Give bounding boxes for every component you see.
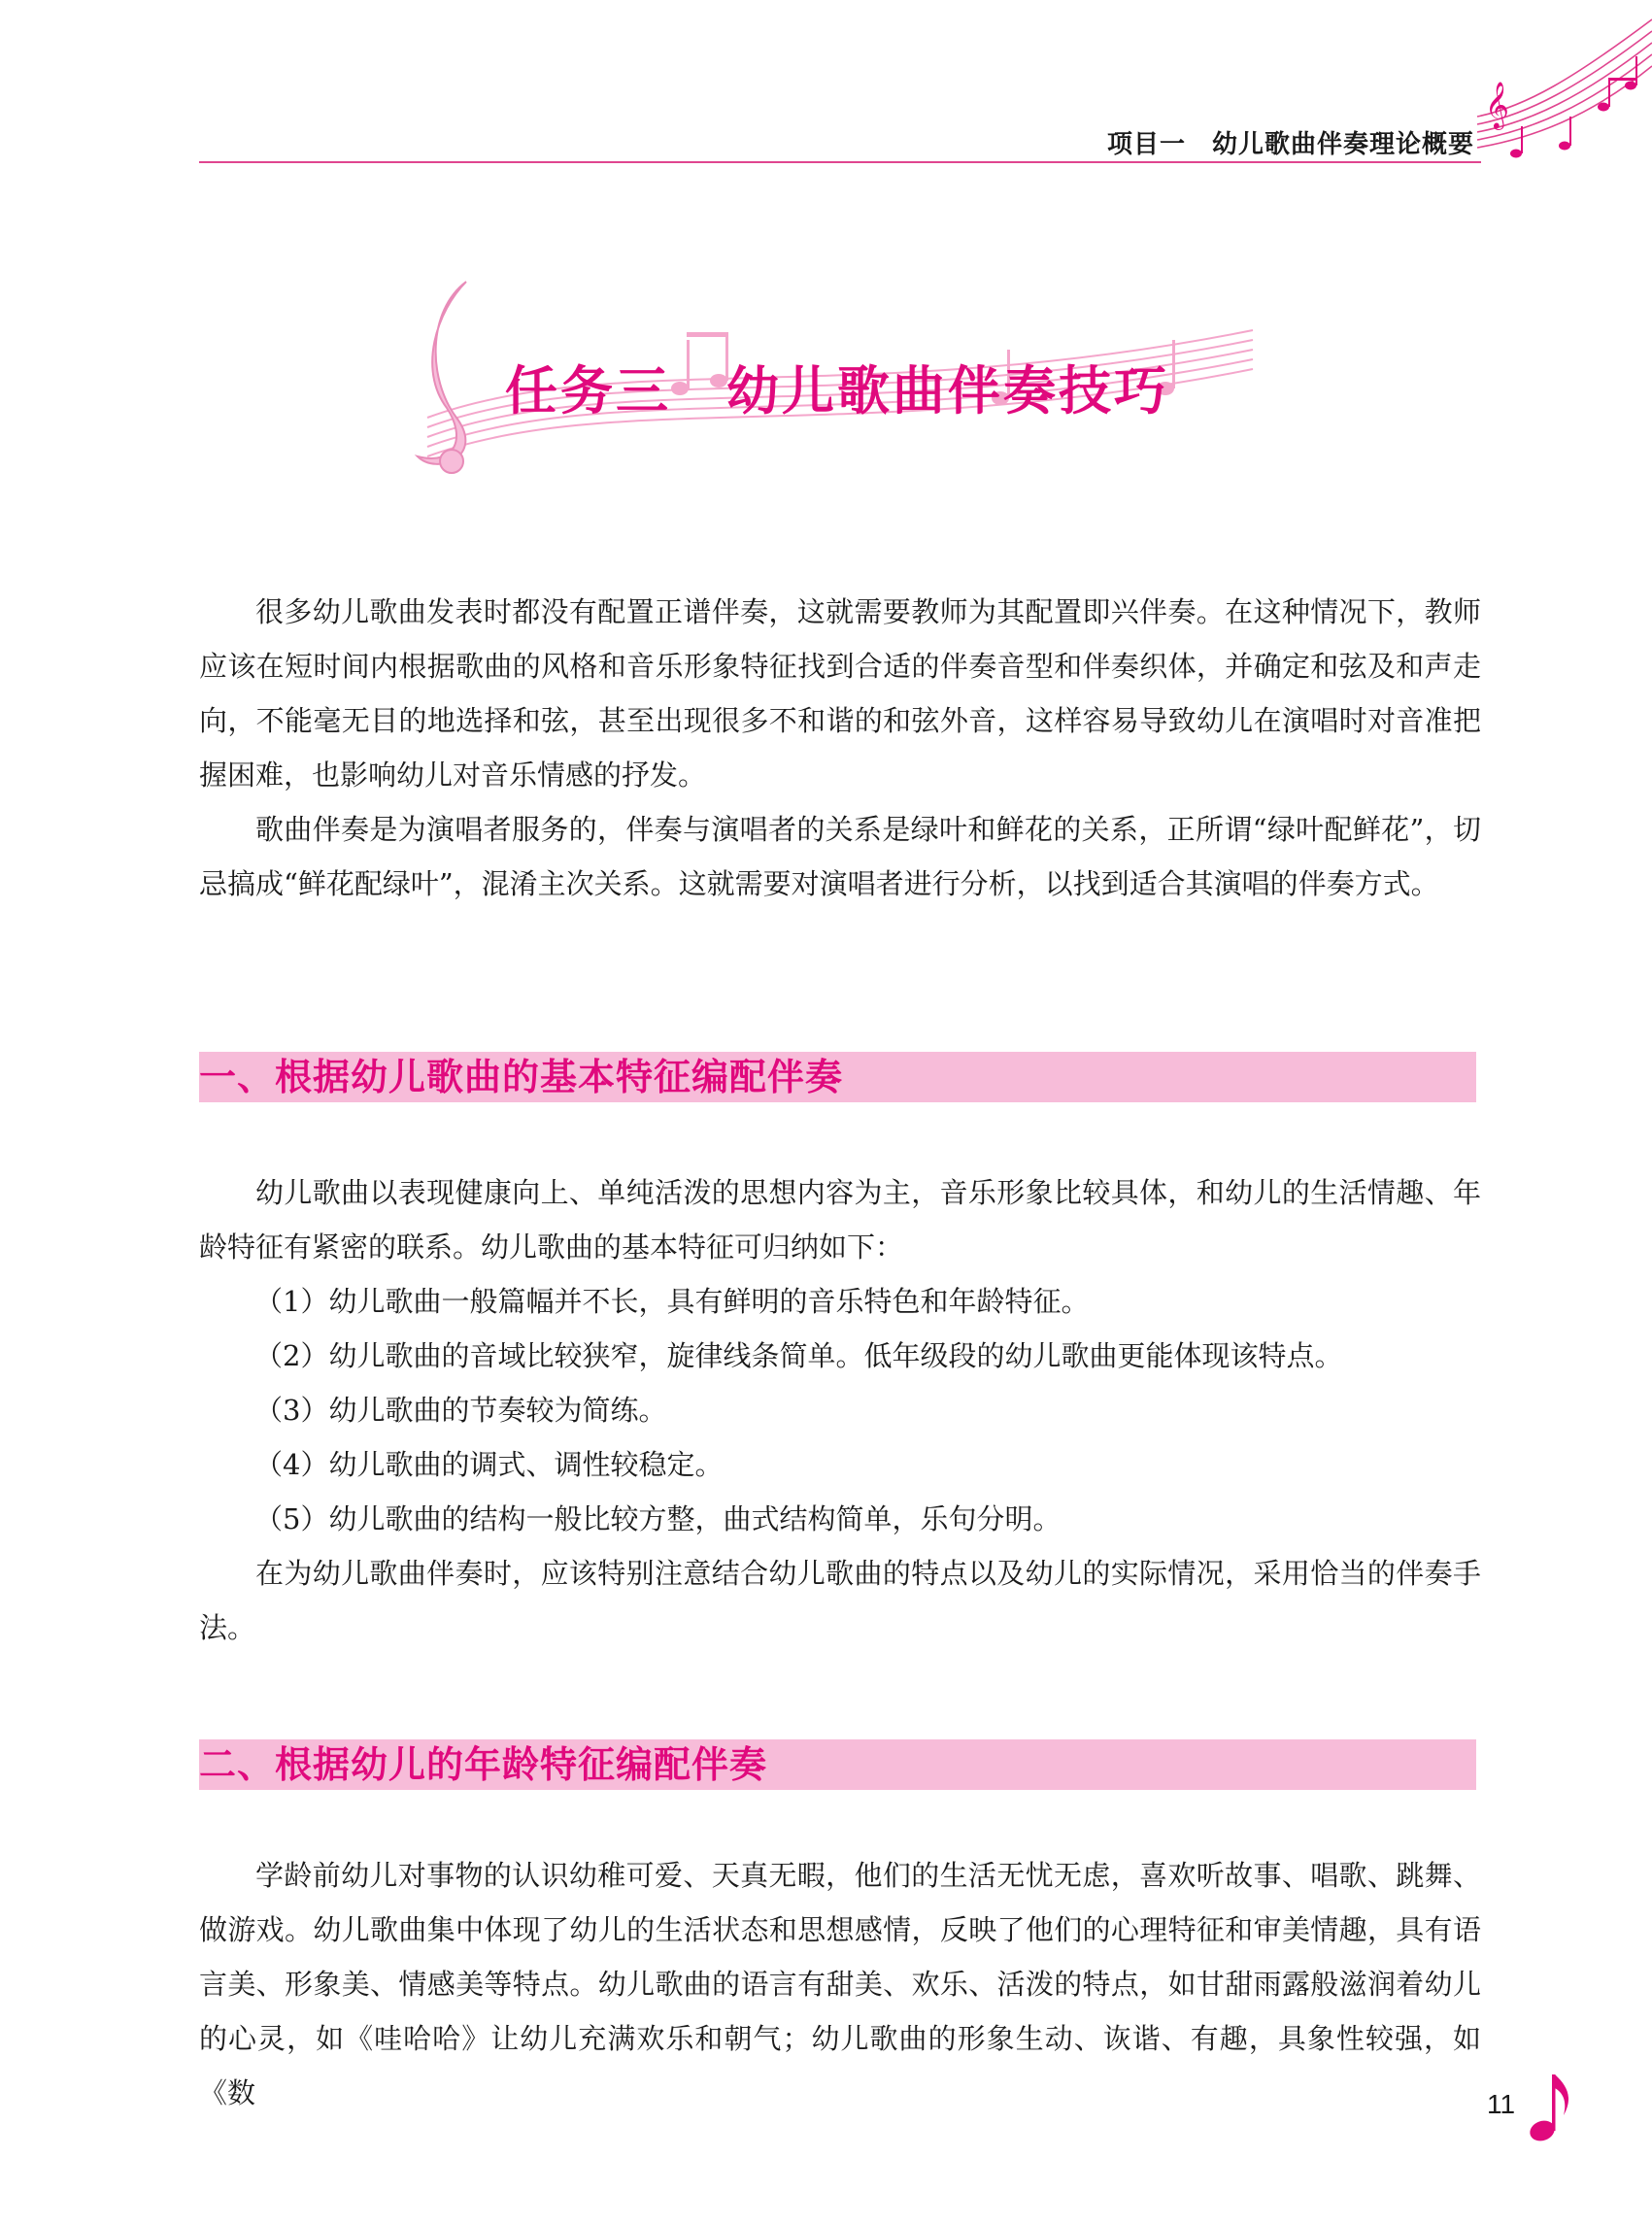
section-1-title: 一、根据幼儿歌曲的基本特征编配伴奏 [199, 1056, 844, 1098]
list-item: （5）幼儿歌曲的结构一般比较方整，曲式结构简单，乐句分明。 [254, 1502, 1062, 1535]
music-staff-swirl-icon [1458, 0, 1652, 175]
section-1-paragraph-2: 在为幼儿歌曲伴奏时，应该特别注意结合幼儿歌曲的特点以及幼儿的实际情况，采用恰当的伴奏手法。 [199, 1557, 1481, 1644]
running-header: 项目一 幼儿歌曲伴奏理论概要 [1106, 130, 1474, 159]
list-item: （1）幼儿歌曲一般篇幅并不长，具有鲜明的音乐特色和年龄特征。 [254, 1285, 1090, 1318]
page-number: 11 [1487, 2089, 1516, 2119]
intro-paragraph-1: 很多幼儿歌曲发表时都没有配置正谱伴奏，这就需要教师为其配置即兴伴奏。在这种情况下，教师应该在短时间内根据歌曲的风格和音乐形象特征找到合适的伴奏音型和伴奏织体，并确定和弦及和声走向，不能毫无目的地选择和弦，甚至出现很多不和谐的和弦外音，这样容易导致幼儿在演唱时对音准把握困难，也影响幼儿对音乐情感的抒发。 [199, 595, 1481, 792]
list-item: （2）幼儿歌曲的音域比较狭窄，旋律线条简单。低年级段的幼儿歌曲更能体现该特点。 [254, 1339, 1343, 1372]
list-item: （3）幼儿歌曲的节奏较为简练。 [254, 1394, 667, 1427]
svg-text:𝄞: 𝄞 [1485, 81, 1509, 128]
header-rule [199, 161, 1481, 163]
eighth-note-icon [1527, 2069, 1575, 2146]
section-1-paragraph-1: 幼儿歌曲以表现健康向上、单纯活泼的思想内容为主，音乐形象比较具体，和幼儿的生活情趣、年龄特征有紧密的联系。幼儿歌曲的基本特征可归纳如下： [199, 1176, 1481, 1264]
intro-paragraph-2: 歌曲伴奏是为演唱者服务的，伴奏与演唱者的关系是绿叶和鲜花的关系，正所谓“绿叶配鲜花”，切忌搞成“鲜花配绿叶”，混淆主次关系。这就需要对演唱者进行分析，以找到适合其演唱的伴奏方式。 [199, 813, 1481, 900]
section-2-paragraph-1: 学龄前幼儿对事物的认识幼稚可爱、天真无暇，他们的生活无忧无虑，喜欢听故事、唱歌、跳舞、做游戏。幼儿歌曲集中体现了幼儿的生活状态和思想感情，反映了他们的心理特征和审美情趣，具有语言美、形象美、情感美等特点。幼儿歌曲的语言有甜美、欢乐、活泼的特点，如甘甜雨露般滋润着幼儿的心灵，如《哇哈哈》让幼儿充满欢乐和朝气；幼儿歌曲的形象生动、诙谐、有趣，具象性较强，如《数 [199, 1859, 1481, 2109]
section-2-title: 二、根据幼儿的年龄特征编配伴奏 [199, 1743, 768, 1786]
list-item: （4）幼儿歌曲的调式、调性较稳定。 [254, 1448, 724, 1481]
task-title: 任务三 幼儿歌曲伴奏技巧 [505, 360, 1169, 421]
